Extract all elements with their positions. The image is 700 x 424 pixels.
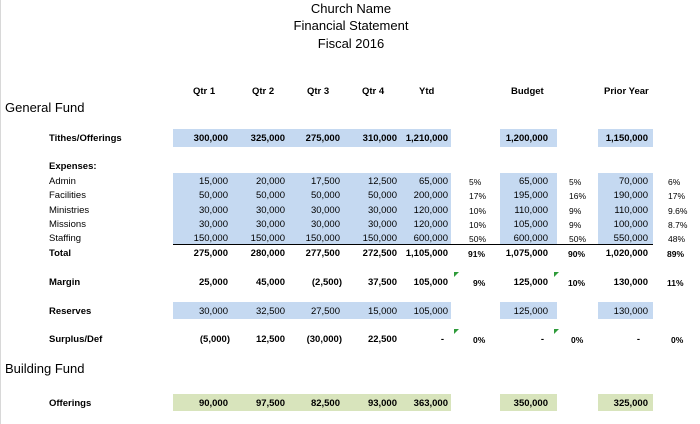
section-general-fund: General Fund (5, 100, 85, 115)
cell-value: 50,000 (367, 190, 397, 201)
row-label-facilities: Facilities (49, 190, 86, 201)
cell-value: 275,000 (305, 133, 340, 144)
cell-value: 150,000 (250, 233, 285, 244)
cell-value: (2,500) (311, 277, 342, 288)
cell-value: 30,000 (198, 306, 228, 317)
cell-value: 32,500 (255, 306, 285, 317)
row-label-staffing: Staffing (49, 233, 82, 244)
cell-percent: 0% (671, 335, 684, 345)
cell-value: 1,105,000 (405, 248, 448, 259)
cell-value: 200,000 (413, 190, 448, 201)
cell-value: 93,000 (367, 398, 397, 409)
cell-percent: 9% (569, 206, 582, 216)
row-label-ministries: Ministries (49, 205, 90, 216)
church-name: Church Name (310, 1, 392, 16)
col-header-qtr4: Qtr 4 (362, 86, 385, 97)
section-building-fund: Building Fund (5, 361, 85, 376)
cell-percent: 0% (571, 335, 584, 345)
cell-value: 280,000 (250, 248, 285, 259)
cell-percent: 8.7% (668, 220, 688, 230)
cell-value: 50,000 (198, 190, 228, 201)
cell-value: 120,000 (413, 205, 448, 216)
cell-percent: 0% (473, 335, 486, 345)
cell-value: 37,500 (367, 277, 397, 288)
cell-value: 30,000 (310, 205, 340, 216)
cell-marker (554, 329, 559, 334)
cell-percent: 9.6% (668, 206, 688, 216)
cell-percent: 50% (569, 234, 587, 244)
cell-value: 30,000 (198, 219, 228, 230)
cell-value: 20,000 (255, 176, 285, 187)
cell-value: 12,500 (367, 176, 397, 187)
cell-value: 130,000 (613, 277, 648, 288)
cell-value: 600,000 (413, 233, 448, 244)
cell-value: 120,000 (413, 219, 448, 230)
cell-percent: 90% (568, 249, 586, 259)
cell-value: 550,000 (613, 233, 648, 244)
cell-value: 150,000 (305, 233, 340, 244)
cell-percent: 17% (469, 191, 487, 201)
cell-value: 15,000 (367, 306, 397, 317)
cell-value: 50,000 (310, 190, 340, 201)
row-label-missions: Missions (49, 219, 86, 230)
cell-value: 272,500 (362, 248, 397, 259)
cell-value: 70,000 (618, 176, 648, 187)
cell-value: - (636, 334, 640, 345)
cell-value: 325,000 (613, 398, 648, 409)
cell-value: 90,000 (198, 398, 228, 409)
statement-title: Financial Statement (293, 18, 409, 33)
cell-value: 1,075,000 (505, 248, 548, 259)
cell-value: 65,000 (418, 176, 448, 187)
cell-percent: 89% (667, 249, 685, 259)
cell-value: 150,000 (362, 233, 397, 244)
cell-value: (5,000) (199, 334, 230, 345)
cell-marker (554, 272, 559, 277)
cell-marker (454, 272, 459, 277)
cell-percent: 16% (569, 191, 587, 201)
col-header-qtr2: Qtr 2 (252, 86, 275, 97)
cell-value: 22,500 (367, 334, 397, 345)
cell-value: 25,000 (198, 277, 228, 288)
total-underline (173, 244, 653, 245)
cell-value: 350,000 (513, 398, 548, 409)
cell-percent: 11% (667, 278, 684, 288)
cell-value: 100,000 (613, 219, 648, 230)
cell-percent: 10% (469, 206, 487, 216)
cell-value: 45,000 (255, 277, 285, 288)
cell-percent: 48% (668, 234, 686, 244)
cell-value: 105,000 (413, 277, 448, 288)
cell-percent: 9% (473, 278, 486, 288)
row-label-margin: Margin (49, 277, 81, 288)
cell-value: 325,000 (250, 133, 285, 144)
row-label-reserves: Reserves (49, 306, 92, 317)
cell-value: 130,000 (613, 306, 648, 317)
cell-value: 1,210,000 (405, 133, 448, 144)
cell-value: 300,000 (193, 133, 228, 144)
cell-percent: 50% (469, 234, 487, 244)
cell-percent: 10% (469, 220, 487, 230)
cell-value: 310,000 (362, 133, 397, 144)
cell-value: 97,500 (255, 398, 285, 409)
cell-value: 65,000 (518, 176, 548, 187)
col-header-qtr3: Qtr 3 (307, 86, 330, 97)
row-label-tithes: Tithes/Offerings (49, 133, 122, 144)
cell-value: 1,020,000 (605, 248, 648, 259)
cell-value: 30,000 (367, 205, 397, 216)
cell-percent: 5% (569, 177, 582, 187)
cell-percent: 9% (569, 220, 582, 230)
cell-value: 27,500 (310, 306, 340, 317)
cell-value: 110,000 (614, 205, 648, 216)
row-label-surplus: Surplus/Def (49, 334, 103, 345)
cell-value: 150,000 (193, 233, 228, 244)
cell-percent: 6% (668, 177, 681, 187)
cell-percent: 17% (668, 191, 686, 201)
cell-value: 195,000 (513, 190, 548, 201)
col-header-prior-year: Prior Year (604, 86, 649, 97)
cell-percent: 91% (468, 249, 486, 259)
cell-value: 1,200,000 (505, 133, 548, 144)
cell-value: 17,500 (310, 176, 340, 187)
cell-value: 30,000 (367, 219, 397, 230)
cell-value: 190,000 (613, 190, 648, 201)
cell-value: 30,000 (255, 205, 285, 216)
col-header-budget: Budget (511, 86, 544, 97)
fiscal-year: Fiscal 2016 (317, 36, 385, 51)
cell-value: 30,000 (255, 219, 285, 230)
cell-value: 125,000 (513, 277, 548, 288)
cell-value: 105,000 (513, 219, 548, 230)
cell-value: 30,000 (310, 219, 340, 230)
cell-value: 125,000 (513, 306, 548, 317)
col-header-ytd: Ytd (419, 86, 435, 97)
cell-value: 30,000 (198, 205, 228, 216)
cell-value: 1,150,000 (605, 133, 648, 144)
col-header-qtr1: Qtr 1 (193, 86, 216, 97)
cell-value: - (540, 334, 544, 345)
cell-value: 600,000 (513, 233, 548, 244)
cell-value: - (440, 334, 444, 345)
cell-value: 15,000 (198, 176, 228, 187)
row-label-offerings: Offerings (49, 398, 92, 409)
row-label-total: Total (49, 248, 71, 259)
cell-value: 277,500 (305, 248, 340, 259)
cell-percent: 5% (469, 177, 482, 187)
cell-percent: 10% (568, 278, 586, 288)
cell-value: 105,000 (413, 306, 448, 317)
row-label-admin: Admin (49, 176, 76, 187)
cell-value: 82,500 (310, 398, 340, 409)
cell-value: 110,000 (514, 205, 548, 216)
expenses-label: Expenses: (49, 161, 97, 172)
cell-value: 50,000 (255, 190, 285, 201)
cell-value: 275,000 (193, 248, 228, 259)
cell-marker (454, 329, 459, 334)
cell-value: (30,000) (306, 334, 342, 345)
cell-value: 363,000 (413, 398, 448, 409)
cell-value: 12,500 (255, 334, 285, 345)
